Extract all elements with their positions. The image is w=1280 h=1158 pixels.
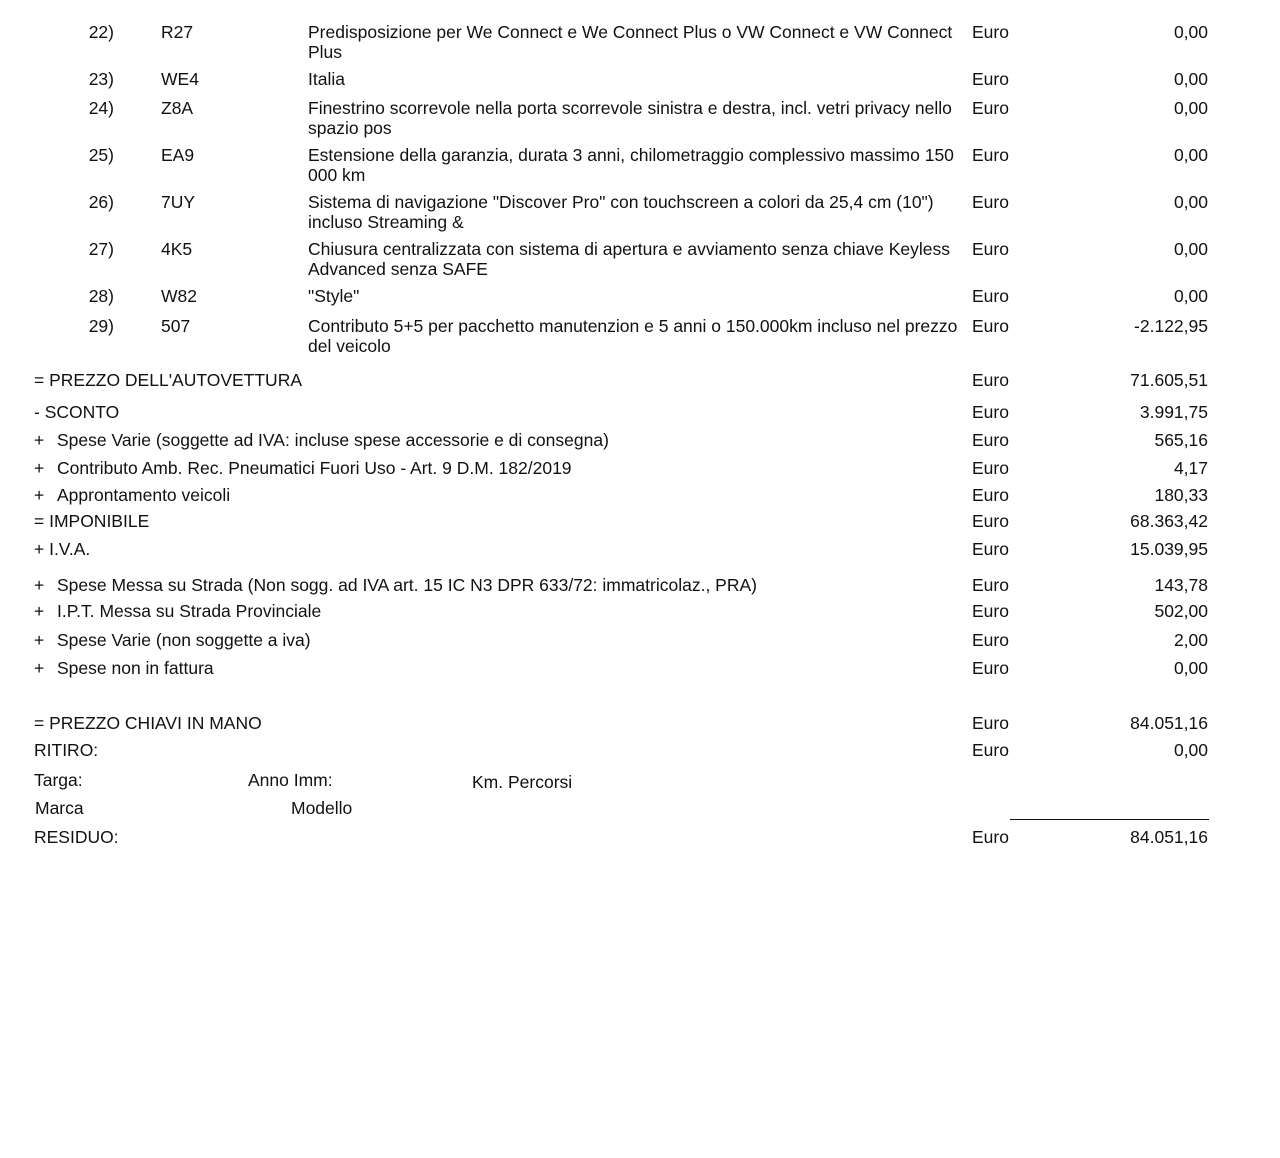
- summary-amount: 3.991,75: [1139, 402, 1208, 422]
- summary-currency: Euro: [972, 713, 1009, 733]
- item-number: 22): [88, 22, 114, 42]
- summary-sign: +: [34, 458, 45, 478]
- item-row: [0, 146, 1280, 186]
- summary-currency: Euro: [972, 630, 1009, 650]
- item-code: Z8A: [161, 98, 194, 118]
- summary-label: = PREZZO CHIAVI IN MANO: [34, 713, 262, 733]
- item-code: WE4: [161, 69, 199, 89]
- summary-label: = PREZZO DELL'AUTOVETTURA: [34, 370, 303, 390]
- summary-amount: 68.363,42: [1130, 511, 1208, 531]
- summary-label: Spese Varie (soggette ad IVA: incluse spese accessorie e di consegna): [57, 430, 609, 450]
- modello-label: Modello: [291, 798, 353, 818]
- item-amount: 0,00: [1173, 192, 1208, 212]
- summary-amount: 0,00: [1173, 740, 1208, 760]
- summary-label: I.P.T. Messa su Strada Provinciale: [57, 601, 322, 621]
- item-amount: -2.122,95: [1134, 316, 1208, 336]
- summary-amount: 4,17: [1173, 458, 1208, 478]
- summary-currency: Euro: [972, 740, 1009, 760]
- item-number: 28): [88, 286, 114, 306]
- summary-label: Contributo Amb. Rec. Pneumatici Fuori Uso - Art. 9 D.M. 182/2019: [57, 458, 572, 478]
- summary-currency: Euro: [972, 601, 1009, 621]
- summary-amount: 565,16: [1154, 430, 1208, 450]
- targa-label: Targa:: [34, 770, 83, 790]
- summary-amount: 15.039,95: [1130, 539, 1208, 559]
- summary-currency: Euro: [972, 458, 1009, 478]
- item-row: [0, 317, 1280, 357]
- summary-currency: Euro: [972, 658, 1009, 678]
- item-currency: Euro: [972, 192, 1009, 212]
- item-row: [0, 240, 1280, 280]
- summary-currency: Euro: [972, 539, 1009, 559]
- item-description: Predisposizione per We Connect e We Connect Plus o VW Connect e VW Connect Plus: [308, 22, 953, 62]
- item-currency: Euro: [972, 22, 1009, 42]
- km-percorsi-label: Km. Percorsi: [472, 772, 573, 792]
- item-description: Estensione della garanzia, durata 3 anni, chilometraggio complessivo massimo 150 000 km: [308, 145, 954, 185]
- summary-sign: +: [34, 601, 45, 621]
- item-description: Sistema di navigazione "Discover Pro" con touchscreen a colori da 25,4 cm (10") incluso Streaming &: [308, 192, 934, 232]
- summary-amount: 180,33: [1154, 485, 1208, 505]
- summary-label: Spese non in fattura: [57, 658, 214, 678]
- item-currency: Euro: [972, 145, 1009, 165]
- item-number: 26): [88, 192, 114, 212]
- item-number: 23): [88, 69, 114, 89]
- item-description: Italia: [308, 69, 345, 89]
- item-number: 25): [88, 145, 114, 165]
- anno-imm-label: Anno Imm:: [248, 770, 333, 790]
- item-code: 4K5: [161, 239, 193, 259]
- summary-sign: +: [34, 575, 45, 595]
- summary-label: Spese Messa su Strada (Non sogg. ad IVA art. 15 IC N3 DPR 633/72: immatricolaz., PRA): [57, 575, 757, 595]
- summary-currency: Euro: [972, 430, 1009, 450]
- summary-row-ritiro: [0, 741, 1280, 781]
- item-number: 27): [88, 239, 114, 259]
- total-divider-line: [1010, 819, 1209, 820]
- summary-currency: Euro: [972, 485, 1009, 505]
- item-currency: Euro: [972, 239, 1009, 259]
- summary-sign: +: [34, 430, 45, 450]
- item-code: 7UY: [161, 192, 196, 212]
- residuo-row: [0, 828, 1280, 868]
- summary-row-spese-non-in-fattura: [0, 659, 1280, 699]
- summary-label: RITIRO:: [34, 740, 99, 760]
- residuo-amount: 84.051,16: [1130, 827, 1208, 847]
- item-code: W82: [161, 286, 197, 306]
- item-currency: Euro: [972, 98, 1009, 118]
- summary-amount: 0,00: [1173, 658, 1208, 678]
- item-amount: 0,00: [1173, 98, 1208, 118]
- item-code: 507: [161, 316, 191, 336]
- item-number: 29): [88, 316, 114, 336]
- summary-amount: 143,78: [1154, 575, 1208, 595]
- summary-label: = IMPONIBILE: [34, 511, 150, 531]
- item-amount: 0,00: [1173, 69, 1208, 89]
- residuo-currency: Euro: [972, 827, 1009, 847]
- item-currency: Euro: [972, 316, 1009, 336]
- summary-currency: Euro: [972, 370, 1009, 390]
- residuo-label: RESIDUO:: [34, 827, 119, 847]
- item-amount: 0,00: [1173, 286, 1208, 306]
- summary-amount: 84.051,16: [1130, 713, 1208, 733]
- summary-label: + I.V.A.: [34, 539, 91, 559]
- summary-currency: Euro: [972, 402, 1009, 422]
- summary-label: Approntamento veicoli: [57, 485, 231, 505]
- summary-sign: +: [34, 485, 45, 505]
- item-row: [0, 193, 1280, 233]
- item-currency: Euro: [972, 69, 1009, 89]
- item-description: Contributo 5+5 per pacchetto manutenzion e 5 anni o 150.000km incluso nel prezzo del veicolo: [308, 316, 958, 356]
- item-currency: Euro: [972, 286, 1009, 306]
- item-description: Finestrino scorrevole nella porta scorrevole sinistra e destra, incl. vetri privacy nello spazio pos: [308, 98, 952, 138]
- summary-currency: Euro: [972, 511, 1009, 531]
- summary-amount: 2,00: [1173, 630, 1208, 650]
- summary-label: - SCONTO: [34, 402, 120, 422]
- summary-sign: +: [34, 658, 45, 678]
- item-amount: 0,00: [1173, 145, 1208, 165]
- item-amount: 0,00: [1173, 22, 1208, 42]
- item-number: 24): [88, 98, 114, 118]
- item-code: R27: [161, 22, 194, 42]
- summary-amount: 502,00: [1154, 601, 1208, 621]
- summary-currency: Euro: [972, 575, 1009, 595]
- item-row: [0, 23, 1280, 63]
- item-description: Chiusura centralizzata con sistema di apertura e avviamento senza chiave Keyless Advanced senza SAFE: [308, 239, 950, 279]
- summary-label: Spese Varie (non soggette a iva): [57, 630, 311, 650]
- summary-sign: +: [34, 630, 45, 650]
- item-description: "Style": [308, 286, 360, 306]
- summary-amount: 71.605,51: [1130, 370, 1208, 390]
- item-code: EA9: [161, 145, 195, 165]
- summary-row-iva: [0, 540, 1280, 580]
- item-amount: 0,00: [1173, 239, 1208, 259]
- item-row: [0, 99, 1280, 139]
- marca-label: Marca: [35, 798, 84, 818]
